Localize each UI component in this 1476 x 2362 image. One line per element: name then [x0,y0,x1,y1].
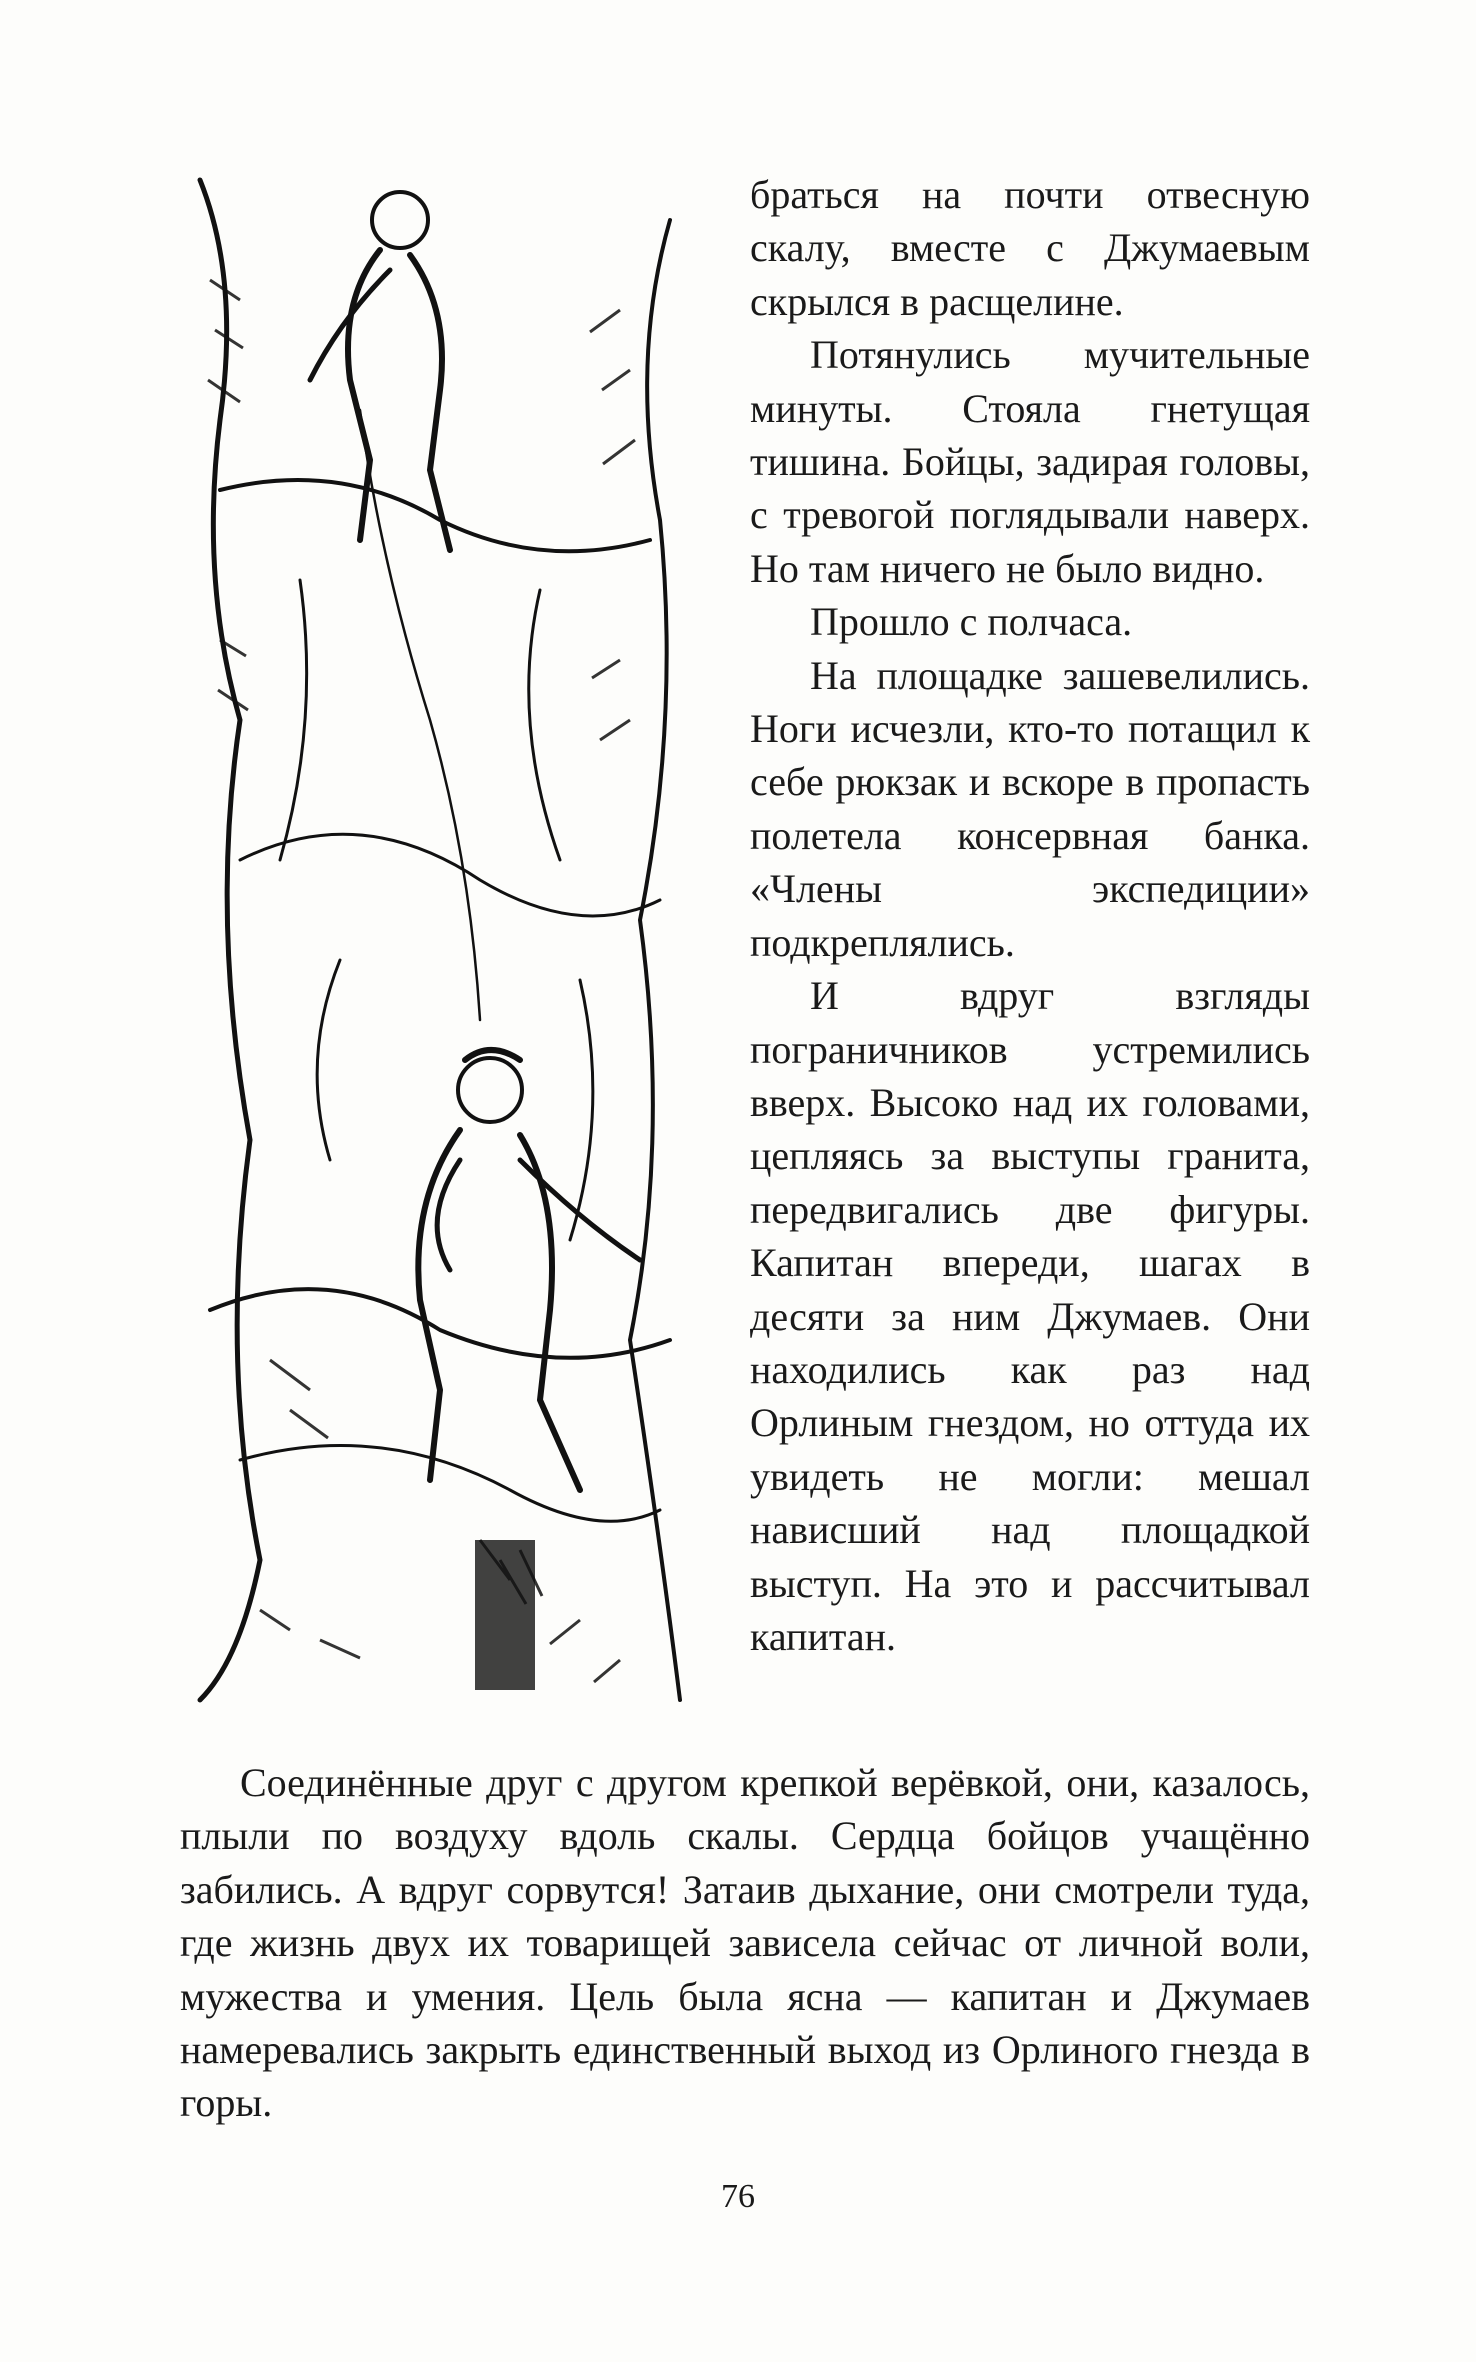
paragraph: браться на почти отвесную скалу, вместе с Джумаевым скрылся в расщелине. [750,172,1310,324]
paragraph: Соединённые друг с другом крепкой верёвкой, они, казалось, плыли по воздуху вдоль скалы. Сердца бойцов учащённо забились. А вдруг сорвутся! Затаив дыхание, они смотрели туда, где жизнь двух их товарищей зависела сейчас от личной воли, мужества и умения. Цель была ясна — капитан и Джумаев намеревались закрыть единственный выход из Орлиного гнезда в горы. [180,1760,1310,2126]
paragraph: На площадке зашевелились. Ноги исчезли, кто-то потащил к себе рюкзак и вскоре в пропасть полетела консервная банка. «Члены экспедиции» подкреплялись. [750,652,1310,965]
ink-drawing [180,160,690,1720]
text-column [750,168,1310,1663]
paragraph: И вдруг взгляды пограничников устремились вверх. Высоко над их головами, цепляясь за выступы гранита, передвигались две фигуры. Капитан впереди, шагах в десяти за ним Джумаев. Они находились как раз над Орлиным гнездом, но оттуда их увидеть не могли: мешал нависший над площадкой выступ. На это и рассчитывал капитан. [750,973,1310,1659]
page-number: 76 [721,2178,755,2215]
full-width-text [180,1756,1310,2130]
paragraph: Прошло с полчаса. [810,599,1133,645]
paragraph: Потянулись мучительные минуты. Стояла гнетущая тишина. Бойцы, задирая головы, с тревогой поглядывали наверх. Но там ничего не было видно. [750,332,1310,591]
climbers-illustration [180,160,690,1720]
